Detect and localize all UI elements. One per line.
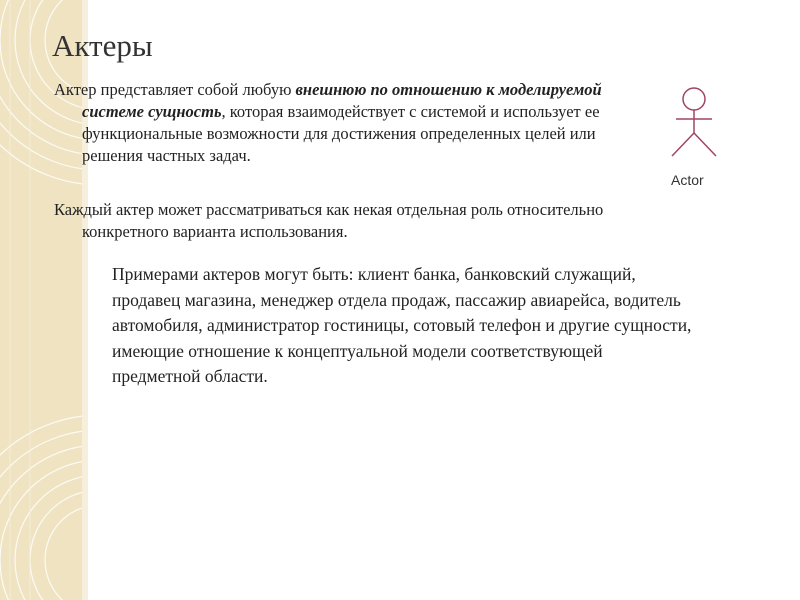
paragraph1-text-after: , которая взаимодействует с системой и использует ее функциональные возможности для достижения определенных целей или решения частных задач.	[82, 102, 600, 165]
paragraph-actor-role: Каждый актер может рассматриваться как некая отдельная роль относительно конкретного варианта использования.	[54, 200, 604, 241]
paragraph1-text-before: Актер представляет собой любую	[54, 80, 296, 99]
slide-title: Актеры	[52, 28, 153, 63]
actor-label: Actor	[671, 172, 704, 188]
paragraph1-emphasis: внешнюю по отношению к моделируемой системе сущность	[82, 80, 602, 121]
paragraph-actor-examples: Примерами актеров могут быть: клиент банка, банковский служащий, продавец магазина, менеджер отдела продаж, пассажир авиарейса, водитель автомобиля, администратор гостиницы, сотовый телефон и другие сущности, имеющие отношение к концептуальной модели соответствующей предметной области.	[112, 264, 692, 386]
paragraph-actor-definition	[54, 79, 658, 167]
